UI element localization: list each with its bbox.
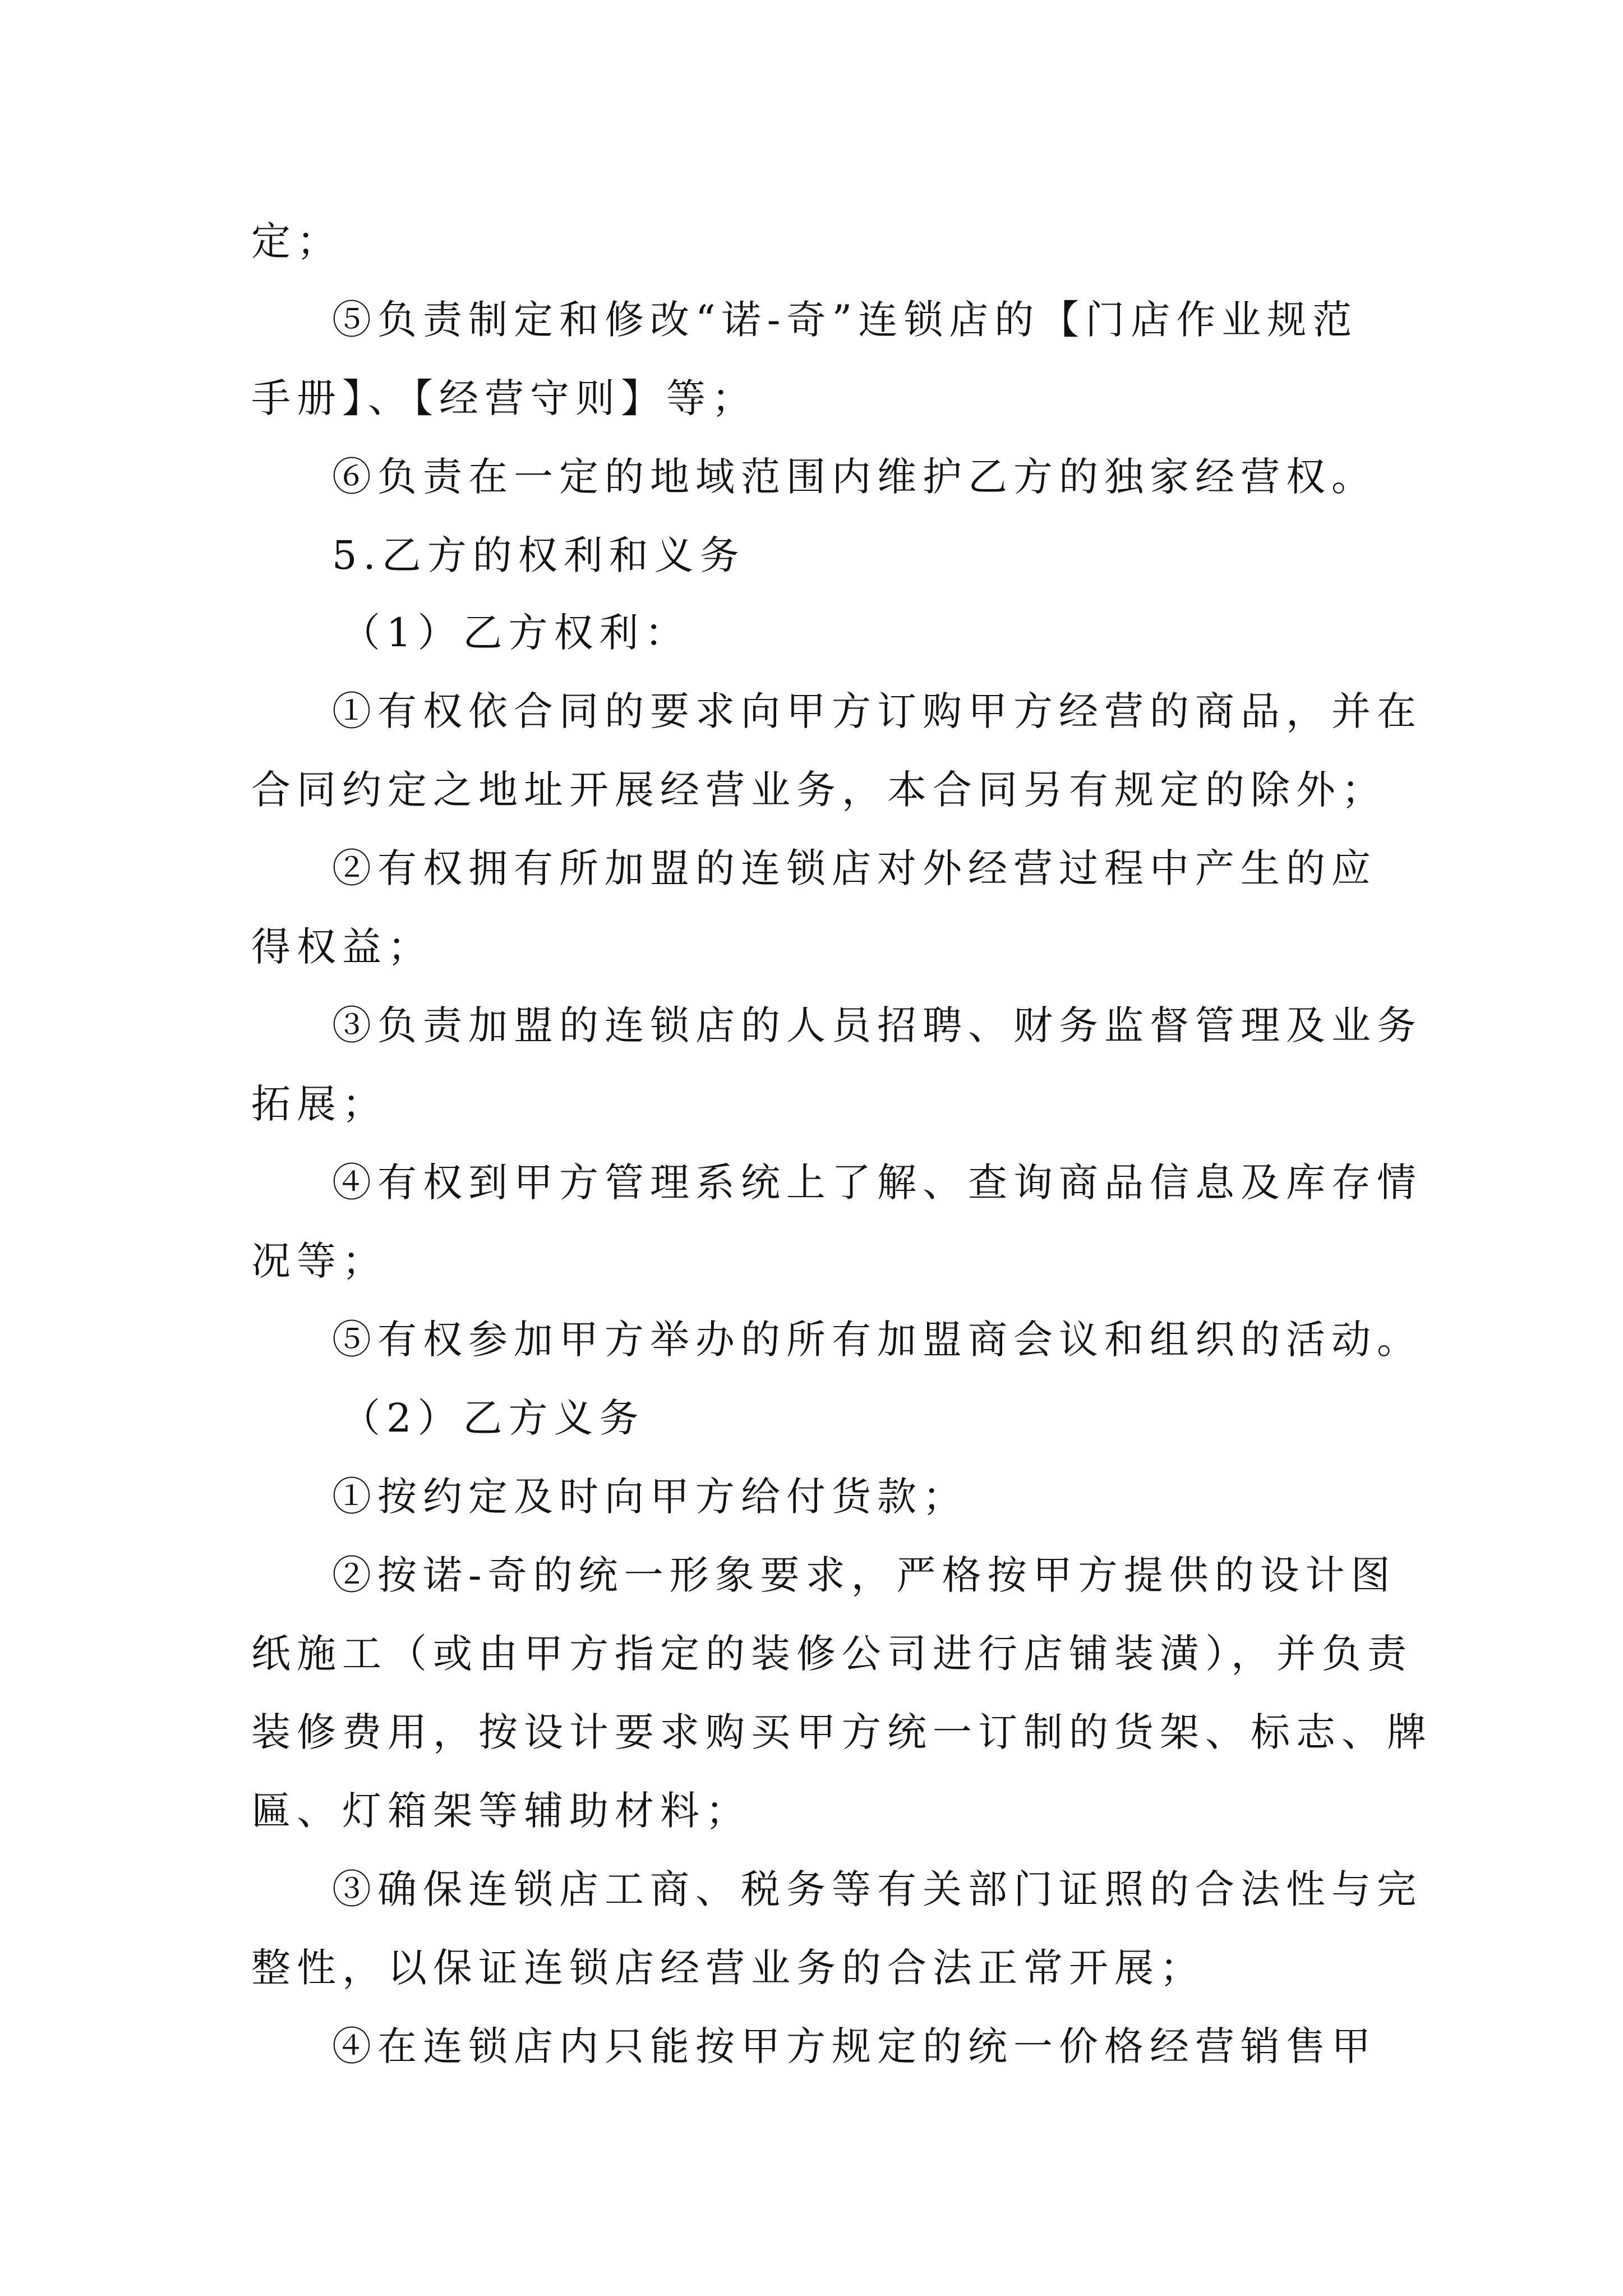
text-line-15: ⑤有权参加甲方举办的所有加盟商会议和组织的活动。 [332,1317,1422,1363]
text-line-12: 拓展； [251,1081,388,1127]
text-line-8: 合同约定之地址开展经营业务，本合同另有规定的除外； [251,767,1387,813]
text-line-22: ③确保连锁店工商、税务等有关部门证照的合法性与完 [332,1866,1422,1912]
section-heading: 5.乙方的权利和义务 [332,532,745,578]
text-line-7: ①有权依合同的要求向甲方订购甲方经营的商品，并在 [332,688,1422,734]
text-line-19: 纸施工（或由甲方指定的装修公司进行店铺装潢），并负责 [251,1631,1413,1677]
text-line-24: ④在连锁店内只能按甲方规定的统一价格经营销售甲 [332,2023,1377,2069]
text-line-21: 匾、灯箱架等辅助材料； [251,1788,751,1834]
subsection-heading-rights: （1）乙方权利： [341,610,690,656]
subsection-heading-duties: （2）乙方义务 [341,1395,645,1441]
text-line-3: 手册】、【经营守则】等； [251,375,757,421]
text-line-13: ④有权到甲方管理系统上了解、查询商品信息及库存情 [332,1159,1422,1205]
text-line-10: 得权益； [251,924,433,970]
text-line-4: ⑥负责在一定的地域范围内维护乙方的独家经营权。 [332,454,1377,500]
text-line-17: ①按约定及时向甲方给付货款； [332,1474,968,1520]
text-line-20: 装修费用，按设计要求购买甲方统一订制的货架、标志、牌 [251,1709,1432,1755]
text-line-18: ②按诺-奇的统一形象要求，严格按甲方提供的设计图 [332,1552,1396,1598]
text-line-9: ②有权拥有所加盟的连锁店对外经营过程中产生的应 [332,845,1377,891]
text-line-23: 整性，以保证连锁店经营业务的合法正常开展； [251,1945,1205,1991]
text-line-14: 况等； [251,1238,388,1284]
text-line-11: ③负责加盟的连锁店的人员招聘、财务监督管理及业务 [332,1002,1422,1048]
text-line-1: 定； [251,218,342,264]
text-line-2: ⑤负责制定和修改“诺-奇”连锁店的【门店作业规范 [332,297,1358,343]
